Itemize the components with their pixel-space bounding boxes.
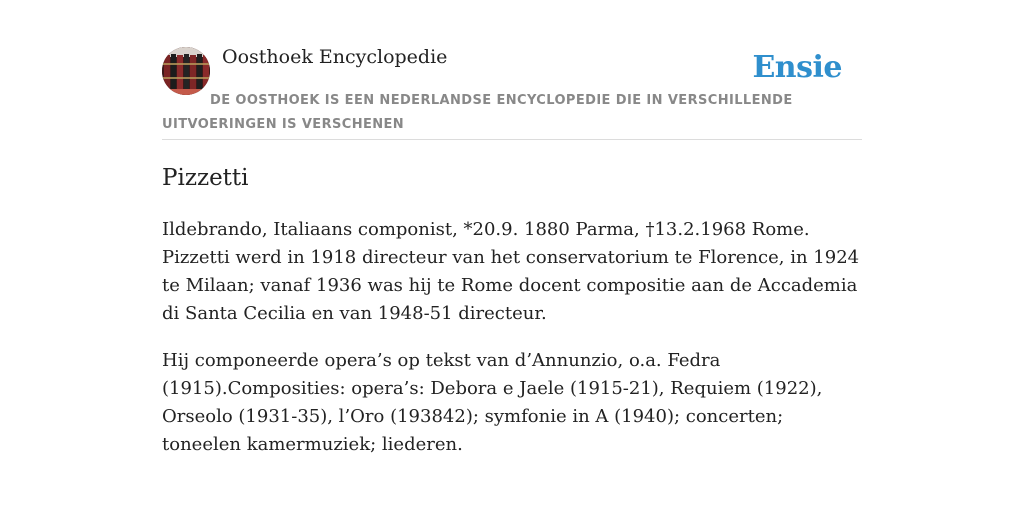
article-title: Pizzetti [162,165,249,191]
site-header [162,0,862,140]
brand-logo[interactable]: Ensie [752,50,842,85]
article-paragraph: Ildebrando, Italiaans componist, *20.9. 1880 Parma, †13.2.1968 Rome. Pizzetti werd in 1918 directeur van het conservatorium te Florence, in 1924 te Milaan; vanaf 1936 was hij te Rome docent compositie aan de Accademia di Santa Cecilia en van 1948-51 directeur. [162,219,860,324]
bookshelf-icon[interactable] [162,47,210,95]
site-tagline: DE OOSTHOEK IS EEN NEDERLANDSE ENCYCLOPEDIE DIE IN VERSCHILLENDE UITVOERINGEN IS VERSCHENEN [162,93,793,132]
site-name[interactable]: Oosthoek Encyclopedie [222,46,448,68]
article-paragraph: Hij componeerde opera’s op tekst van d’Annunzio, o.a. Fedra (1915).Composities: opera’s: Debora e Jaele (1915-21), Requiem (1922), Orseolo (1931-35), l’Oro (193842); symfonie in A (1940); concerten; toneelen kamermuziek; liederen. [162,350,823,455]
page-container [162,0,862,455]
